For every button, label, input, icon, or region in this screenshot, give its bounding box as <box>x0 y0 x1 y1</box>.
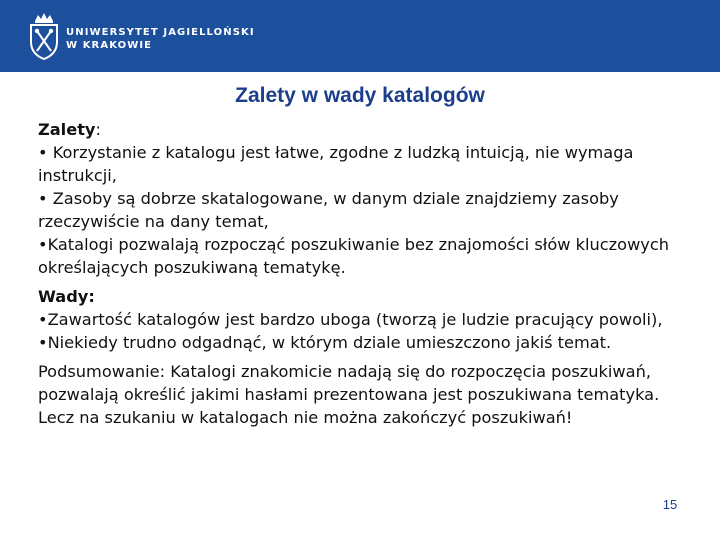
disadvantage-text: Niekiedy trudno odgadnąć, w którym dziale umieszczono jakiś temat. <box>47 333 612 352</box>
bullet: • <box>38 143 48 162</box>
page-number: 15 <box>662 497 678 512</box>
advantage-text: Korzystanie z katalogu jest łatwe, zgodne z ludzką intuicją, nie wymaga instrukcji, <box>38 143 634 185</box>
university-name <box>66 26 255 52</box>
list-item <box>38 331 698 354</box>
advantage-text: Zasoby są dobrze skatalogowane, w danym dziale znajdziemy zasoby rzeczywiście na dany temat, <box>38 189 619 231</box>
disadvantages-heading: Wady: <box>38 287 95 306</box>
university-crest-icon <box>28 12 60 62</box>
header-bar <box>0 0 720 72</box>
university-name-line2: W KRAKOWIE <box>66 40 153 51</box>
advantages-heading-line <box>38 118 698 141</box>
slide-body <box>38 118 698 429</box>
list-item <box>38 141 698 187</box>
bullet: • <box>38 310 48 329</box>
summary-paragraph: Podsumowanie: Katalogi znakomicie nadają się do rozpoczęcia poszukiwań, pozwalają określić jakimi hasłami prezentowana jest poszukiwana tematyka. Lecz na szukaniu w katalogach nie można zakończyć poszukiwań! <box>38 362 660 427</box>
advantages-heading: Zalety <box>38 120 96 139</box>
list-item <box>38 308 698 331</box>
list-item <box>38 233 698 279</box>
university-name-line1: UNIWERSYTET JAGIELLOŃSKI <box>66 27 255 38</box>
list-item <box>38 187 698 233</box>
bullet: • <box>38 235 48 254</box>
disadvantage-text: Zawartość katalogów jest bardzo uboga (tworzą je ludzie pracujący powoli), <box>47 310 663 329</box>
bullet: • <box>38 333 48 352</box>
advantages-colon: : <box>95 120 101 139</box>
slide-title: Zalety w wady katalogów <box>235 84 485 107</box>
advantage-text: Katalogi pozwalają rozpocząć poszukiwanie bez znajomości słów kluczowych określających poszukiwaną tematykę. <box>38 235 670 277</box>
bullet: • <box>38 189 48 208</box>
